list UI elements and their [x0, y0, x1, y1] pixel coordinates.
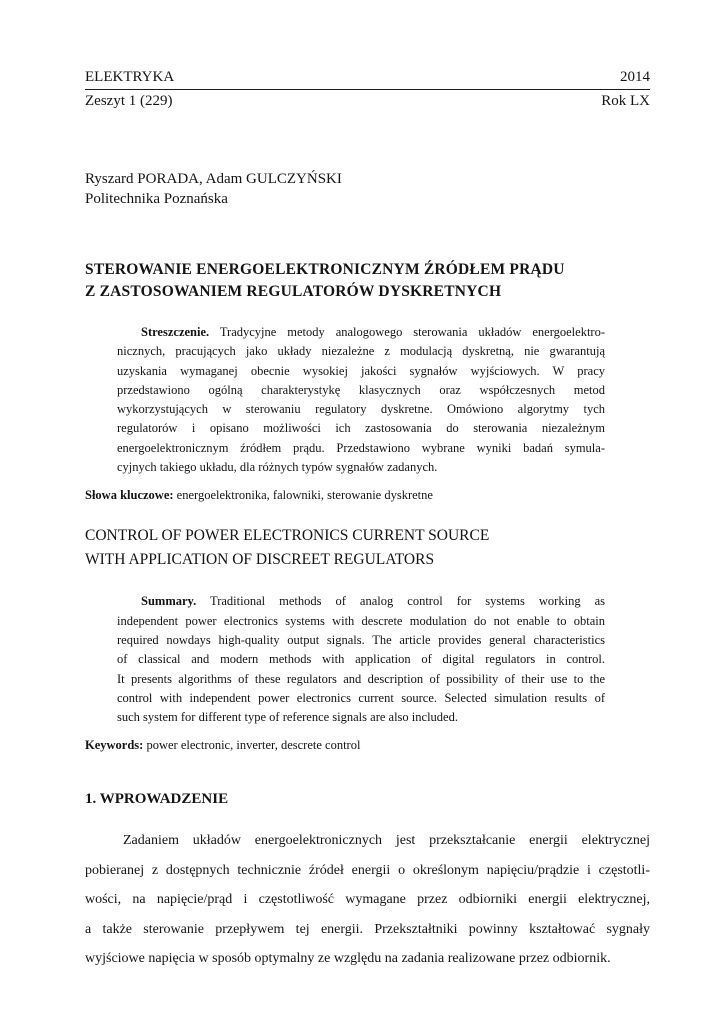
- keywords-pl-text: energoelektronika, falowniki, sterowanie dyskretne: [173, 488, 433, 503]
- paragraph-line: energoelektronicznym źródłem prądu. Przedstawiono wybrane wyniki badań symula-: [117, 440, 605, 455]
- keywords-pl: [85, 487, 650, 504]
- paragraph-line: przedstawiono ogólną charakterystykę klasycznych oraz współczesnych metod: [117, 382, 605, 397]
- paragraph-line: Zadaniem układów energoelektronicznych jest przekształcanie energii elektrycznej: [123, 833, 650, 849]
- journal-issue: Zeszyt 1 (229): [85, 93, 173, 109]
- article-title-pl: [85, 259, 650, 303]
- keywords-en-text: power electronic, inverter, descrete control: [143, 738, 361, 753]
- paragraph-label: Summary.: [141, 594, 197, 609]
- paragraph-line: uzyskania wymaganej obecnie wysokiej jakości sygnałów wyjściowych. W pracy: [117, 363, 605, 378]
- authors-block: [85, 169, 650, 209]
- paragraph-line: wyjściowe napięcia w sposób optymalny ze względu na zadania realizowane przez odbiornik.: [85, 951, 611, 967]
- article-title-pl-line-2: Z ZASTOSOWANIEM REGULATORÓW DYSKRETNYCH: [85, 283, 502, 300]
- paragraph-line: independent power electronics systems with descrete modulation do not enable to obtain: [117, 613, 605, 628]
- paragraph-line: control with independent power electronics current source. Selected simulation results of: [117, 690, 605, 705]
- section-1-paragraph: [85, 826, 650, 974]
- author-affiliation: Politechnika Poznańska: [85, 191, 228, 207]
- article-title-pl-line-1: STEROWANIE ENERGOELEKTRONICZNYM ŹRÓDŁEM PRĄDU: [85, 261, 565, 278]
- paragraph-line: Summary. Traditional methods of analog control for systems working as: [141, 594, 605, 609]
- keywords-en: [85, 737, 650, 754]
- paragraph-line: cyjnych takiego układu, dla różnych typów sygnałów zadanych.: [117, 460, 438, 475]
- journal-header-row-1: [85, 68, 650, 90]
- keywords-en-label: Keywords:: [85, 738, 144, 753]
- journal-volume: Rok LX: [601, 93, 650, 109]
- paragraph-line: wości, na napięcie/prąd i częstotliwość wymagane przez odbiorniki energii elektrycznej,: [85, 892, 650, 908]
- paragraph-line: a także sterowanie przepływem tej energii. Przekształtniki powinny kształtować sygnały: [85, 921, 650, 937]
- paragraph-line: nicznych, pracujących jako układy niezależne z modulacją dyskretną, nie gwarantują: [117, 344, 605, 359]
- journal-header: [85, 68, 650, 111]
- article-title-en-line-2: WITH APPLICATION OF DISCREET REGULATORS: [85, 551, 435, 569]
- paragraph-line: Streszczenie. Tradycyjne metody analogowego sterowania układów energoelektro-: [141, 325, 605, 339]
- paragraph-line: regulatorów i opisano możliwości ich zastosowania do sterowania niezależnym: [117, 421, 605, 436]
- paragraph-line: such system for different type of reference signals are also included.: [117, 710, 458, 725]
- abstract-en: [117, 592, 605, 727]
- paragraph-line: It presents algorithms of these regulators and description of possibility of their use to the: [117, 671, 605, 686]
- section-1-heading: 1. WPROWADZENIE: [85, 791, 229, 808]
- keywords-pl-label: Słowa kluczowe:: [85, 488, 174, 503]
- article-title-en: [85, 524, 650, 572]
- journal-name: ELEKTRYKA: [85, 69, 175, 85]
- author-names: Ryszard PORADA, Adam GULCZYŃSKI: [85, 171, 342, 187]
- paragraph-line: pobieranej z dostępnych technicznie źródeł energii o określonym napięciu/prądzie i częstotli-: [85, 862, 650, 878]
- journal-year: 2014: [620, 69, 650, 85]
- article-title-en-line-1: CONTROL OF POWER ELECTRONICS CURRENT SOURCE: [85, 527, 490, 545]
- journal-header-row-2: [85, 90, 650, 111]
- paragraph-line: required nowdays high-quality output signals. The article provides general characteristics: [117, 632, 605, 647]
- paragraph-line: wykorzystujących w sterowaniu regulatory dyskretne. Omówiono algorytmy tych: [117, 402, 605, 417]
- paragraph-line: of classical and modern methods with application of digital regulators in control.: [117, 652, 605, 667]
- abstract-pl: [117, 323, 605, 477]
- paragraph-label: Streszczenie.: [141, 325, 210, 339]
